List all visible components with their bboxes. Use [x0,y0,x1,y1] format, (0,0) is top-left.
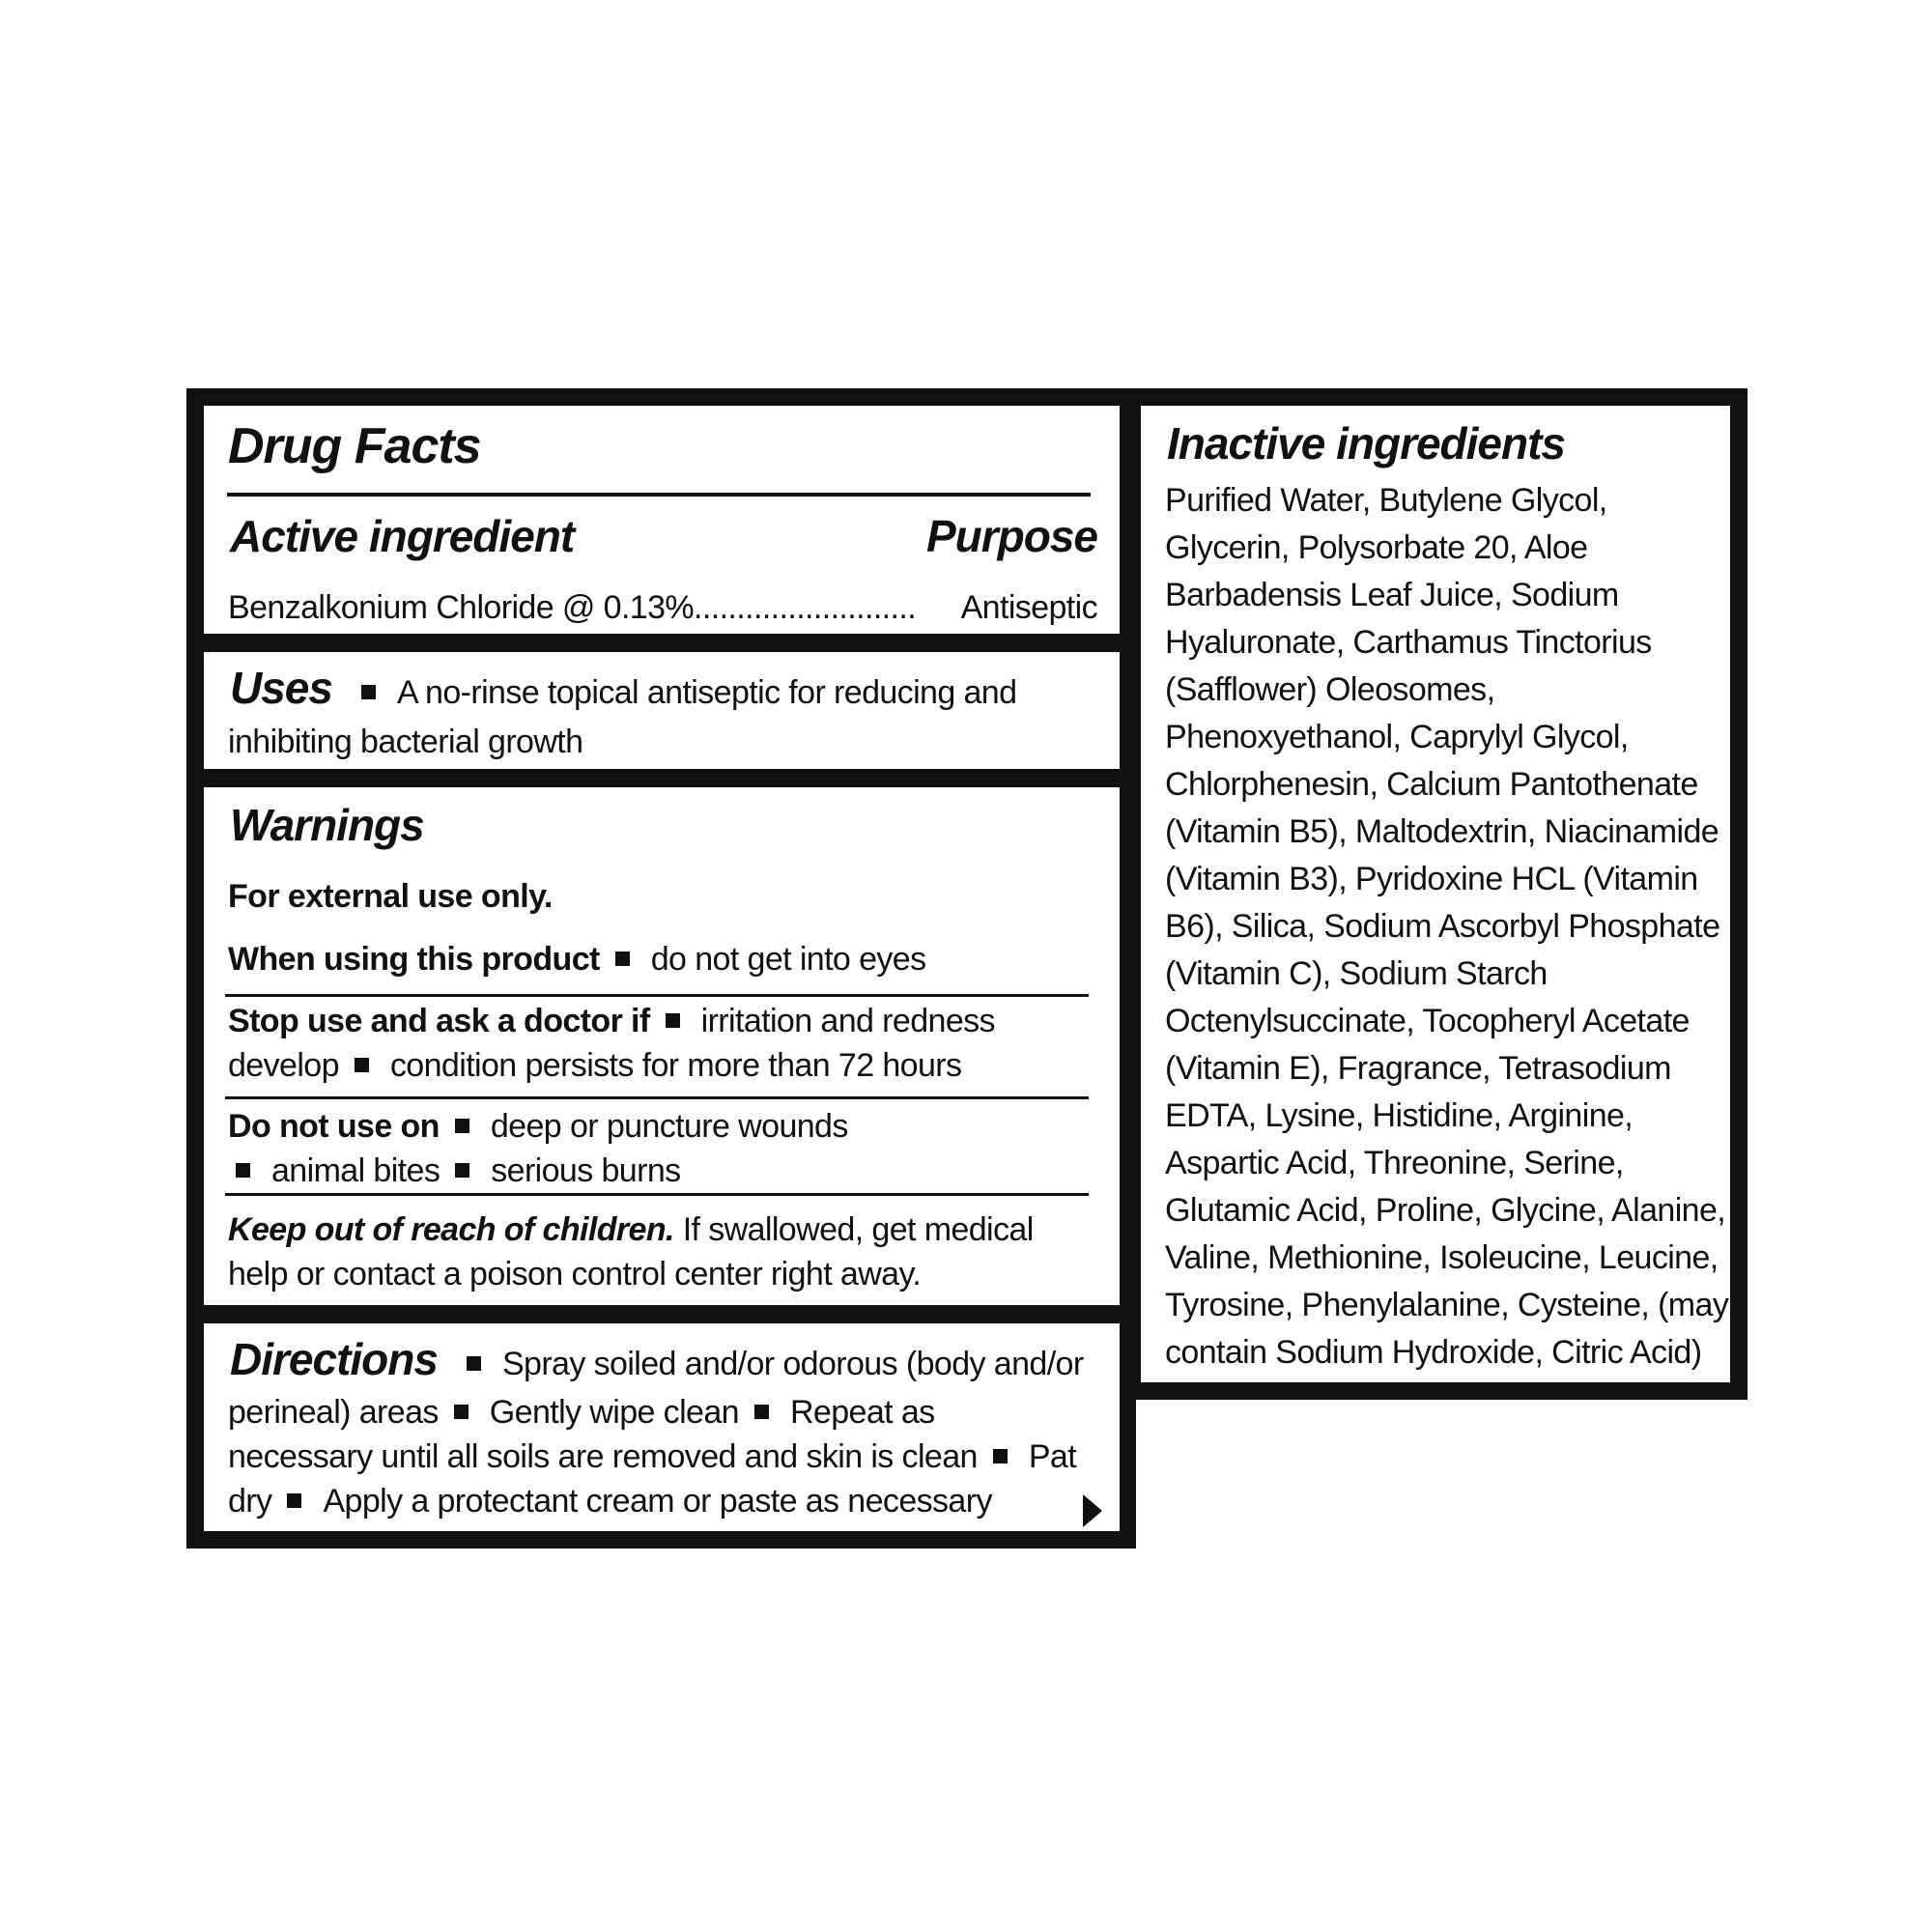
leader-dots: .......................... [694,589,917,626]
inactive-line: Glycerin, Polysorbate 20, Aloe [1165,529,1588,566]
inactive-ingredients-panel [1141,406,1730,1382]
warnings-divider-3 [225,1193,1089,1196]
inactive-line: Chlorphenesin, Calcium Pantothenate [1165,766,1698,803]
uses-text-line1: A no-rinse topical antiseptic for reducing and [396,674,1017,711]
do-not-use-item-1: deep or puncture wounds [490,1108,848,1145]
inactive-ingredients-heading: Inactive ingredients [1167,418,1566,469]
bullet-square-icon [454,1405,469,1419]
inactive-line: Phenoxyethanol, Caprylyl Glycol, [1165,719,1629,755]
stop-use-item-1-cont: develop [228,1047,339,1084]
directions-line1 [230,1334,1084,1386]
bullet-square-icon [455,1119,469,1133]
inactive-line: EDTA, Lysine, Histidine, Arginine, [1165,1097,1634,1134]
directions-text-2a: perineal) areas [228,1394,439,1431]
directions-heading: Directions [230,1334,438,1384]
bullet-square-icon [993,1449,1008,1463]
inactive-line: Tyrosine, Phenylalanine, Cysteine, (may [1165,1287,1729,1323]
uses-panel [204,652,1120,769]
inactive-line: Aspartic Acid, Threonine, Serine, [1165,1145,1624,1181]
do-not-use-label: Do not use on [228,1108,440,1145]
directions-line3 [228,1435,1076,1479]
bullet-square-icon [615,952,630,966]
directions-text-1: Spray soiled and/or odorous (body and/or [501,1346,1084,1382]
uses-text-line2: inhibiting bacterial growth [228,724,583,760]
bullet-square-icon [236,1163,250,1178]
stop-use-row [228,999,995,1043]
bullet-square-icon [455,1163,469,1178]
stop-use-item-1: irritation and redness [700,1003,995,1039]
do-not-use-item-2: animal bites [271,1152,440,1189]
inactive-line: Purified Water, Butylene Glycol, [1165,482,1607,519]
inactive-ingredients-list [1165,477,1729,1377]
directions-text-3b: Pat [1028,1438,1077,1475]
external-use-text: For external use only. [228,878,553,915]
purpose-value: Antiseptic [960,589,1097,626]
do-not-use-item-3: serious burns [491,1152,681,1189]
inactive-line: (Vitamin B3), Pyridoxine HCL (Vitamin [1165,861,1698,897]
directions-text-2b: Gently wipe clean [489,1394,739,1431]
drug-facts-title: Drug Facts [228,418,481,474]
bullet-square-icon [355,1058,369,1072]
directions-panel [204,1323,1120,1531]
keep-out-text-1: If swallowed, get medical [682,1211,1034,1248]
drug-facts-panel [204,406,1120,634]
keep-out-row [228,1208,1034,1252]
active-ingredient-row [228,585,1097,630]
directions-text-2c: Repeat as [789,1394,935,1431]
when-using-label: When using this product [228,941,600,978]
when-using-item: do not get into eyes [650,941,926,978]
directions-text-3a: necessary until all soils are removed and skin is clean [228,1438,978,1475]
bullet-square-icon [666,1013,680,1028]
warnings-divider-2 [225,1096,1089,1099]
directions-text-4a: dry [228,1483,272,1520]
inactive-line: Valine, Methionine, Isoleucine, Leucine, [1165,1239,1719,1276]
uses-heading: Uses [230,663,332,713]
warnings-heading: Warnings [230,800,424,850]
inactive-line: (Vitamin E), Fragrance, Tetrasodium [1165,1050,1671,1087]
stop-use-label: Stop use and ask a doctor if [228,1003,650,1039]
warnings-divider-1 [225,994,1089,997]
stop-use-item-2: condition persists for more than 72 hours [389,1047,962,1084]
inactive-line: Glutamic Acid, Proline, Glycine, Alanine, [1165,1192,1726,1229]
inactive-line: (Vitamin B5), Maltodextrin, Niacinamide [1165,813,1719,850]
directions-text-4b: Apply a protectant cream or paste as necessary [323,1483,992,1520]
when-using-row [228,937,926,981]
bullet-square-icon [361,685,376,699]
purpose-heading: Purpose [925,511,1097,561]
bullet-square-icon [754,1405,769,1419]
inactive-line: contain Sodium Hydroxide, Citric Acid) [1165,1334,1702,1371]
bullet-square-icon [287,1493,301,1508]
inactive-line: B6), Silica, Sodium Ascorbyl Phosphate [1165,908,1720,945]
inactive-line: Hyaluronate, Carthamus Tinctorius [1165,624,1652,661]
inactive-line: Octenylsuccinate, Tocopheryl Acetate [1165,1003,1690,1039]
keep-out-text-2: help or contact a poison control center right away. [228,1256,922,1293]
do-not-use-row [228,1104,848,1149]
active-ingredient-heading: Active ingredient [230,511,575,561]
title-divider [227,493,1091,497]
warnings-panel [204,787,1120,1305]
continue-arrow-icon [1081,1492,1104,1529]
directions-line4 [228,1479,992,1523]
uses-line1 [230,663,1017,715]
active-ingredient-name: Benzalkonium Chloride @ 0.13% [228,589,695,626]
directions-line2 [228,1390,935,1435]
inactive-line: (Safflower) Oleosomes, [1165,671,1495,708]
keep-out-label: Keep out of reach of children. [228,1211,674,1248]
inactive-line: Barbadensis Leaf Juice, Sodium [1165,577,1619,613]
stop-use-row-2 [228,1043,961,1088]
inactive-line: (Vitamin C), Sodium Starch [1165,955,1548,992]
do-not-use-row-2 [236,1149,681,1193]
bullet-square-icon [467,1356,481,1371]
